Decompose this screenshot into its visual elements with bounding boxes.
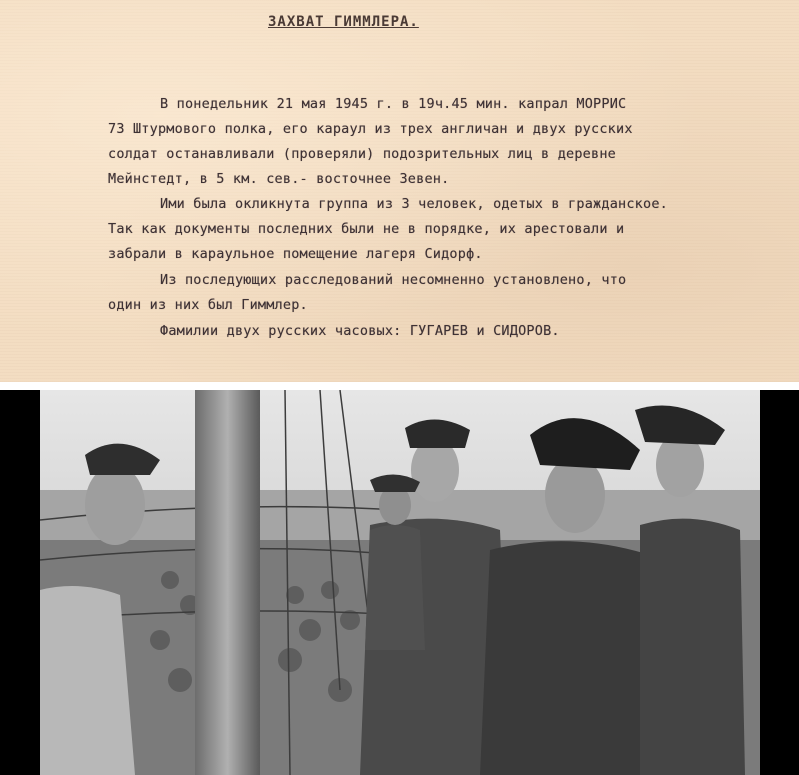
document-line-3: солдат останавливали (проверяли) подозрительных лиц в деревне: [108, 146, 616, 162]
typed-document: [0, 0, 799, 382]
photo-illustration: [40, 390, 760, 775]
historical-photo: [0, 390, 799, 775]
document-title: ЗАХВАТ ГИММЛЕРА.: [268, 14, 419, 30]
document-line-5: Ими была окликнута группа из 3 человек, одетых в гражданское.: [160, 196, 668, 212]
document-line-10: Фамилии двух русских часовых: ГУГАРЕВ и СИДОРОВ.: [160, 323, 560, 339]
document-line-9: один из них был Гиммлер.: [108, 297, 308, 313]
document-line-6: Так как документы последних были не в порядке, их арестовали и: [108, 221, 625, 237]
document-line-7: забрали в караульное помещение лагеря Сидорф.: [108, 246, 483, 262]
document-line-2: 73 Штурмового полка, его караул из трех англичан и двух русских: [108, 121, 633, 137]
tree-trunk: [195, 390, 260, 775]
document-line-8: Из последующих расследований несомненно установлено, что: [160, 272, 627, 288]
document-line-1: В понедельник 21 мая 1945 г. в 19ч.45 мин. капрал МОРРИС: [160, 96, 627, 112]
separator: [0, 382, 799, 390]
document-line-4: Мейнстедт, в 5 км. сев.- восточнее Зевен.: [108, 171, 450, 187]
